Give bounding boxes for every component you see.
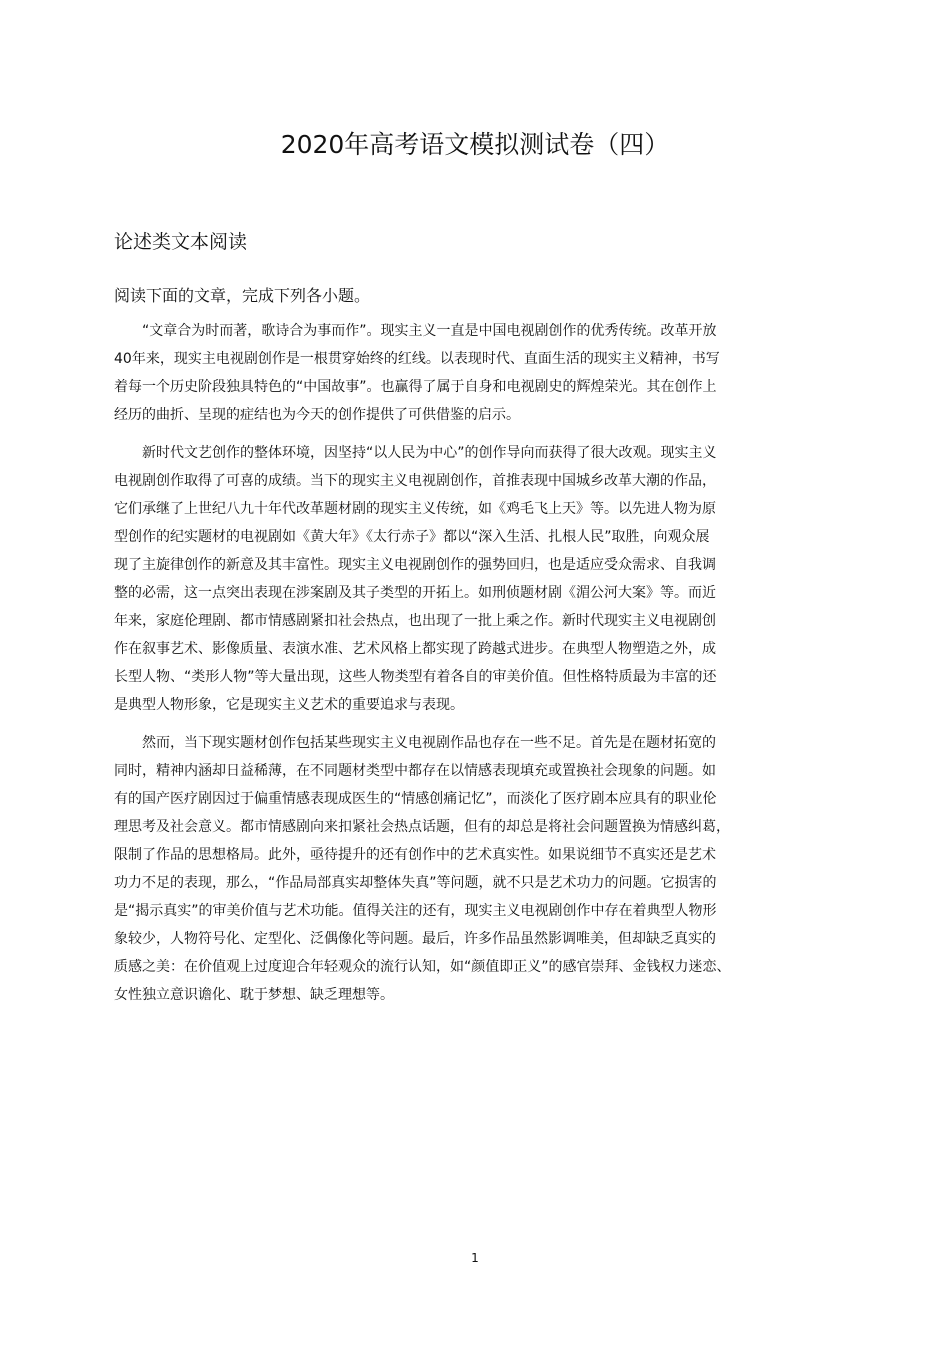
paragraph-line: 质感之美：在价值观上过度迎合年轻观众的流行认知，如“颜值即正义”的感官崇拜、金钱权力迷恋、	[114, 959, 731, 975]
paragraph-line: 同时，精神内涵却日益稀薄，在不同题材类型中都存在以情感表现填充或置换社会现象的问题。如	[114, 763, 716, 779]
paragraph-line: 40年来，现实主电视剧创作是一根贯穿始终的红线。以表现时代、直面生活的现实主义精神，书写	[114, 351, 720, 367]
paragraph-line: 整的必需，这一点突出表现在涉案剧及其子类型的开拓上。如刑侦题材剧《湄公河大案》等。而近	[114, 585, 716, 601]
paragraph-line: 着每一个历史阶段独具特色的“中国故事”。也赢得了属于自身和电视剧史的辉煌荣光。其在创作上	[114, 379, 717, 395]
paragraph-line: 理思考及社会意义。都市情感剧向来扣紧社会热点话题，但有的却总是将社会问题置换为情感纠葛，	[114, 819, 730, 835]
reading-passage	[114, 317, 824, 1009]
paragraph-3	[114, 729, 824, 1009]
page-number: 1	[471, 1251, 479, 1265]
paragraph-spacer	[114, 429, 824, 439]
section-heading: 论述类文本阅读	[114, 231, 248, 253]
paragraph-line: 是典型人物形象，它是现实主义艺术的重要追求与表现。	[114, 697, 464, 713]
paragraph-line: 型创作的纪实题材的电视剧如《黄大年》《太行赤子》都以“深入生活、扎根人民”取胜，向观众展	[114, 529, 710, 545]
paragraph-line: 现了主旋律创作的新意及其丰富性。现实主义电视剧创作的强势回归，也是适应受众需求、自我调	[114, 557, 716, 573]
page-title: 2020年高考语文模拟测试卷（四）	[280, 130, 670, 159]
instruction-text: 阅读下面的文章，完成下列各小题。	[114, 286, 371, 305]
paragraph-line: 然而，当下现实题材创作包括某些现实主义电视剧作品也存在一些不足。首先是在题材拓宽的	[114, 735, 716, 751]
paragraph-line: 电视剧创作取得了可喜的成绩。当下的现实主义电视剧创作，首推表现中国城乡改革大潮的作品，	[114, 473, 716, 489]
paragraph-line: 作在叙事艺术、影像质量、表演水准、艺术风格上都实现了跨越式进步。在典型人物塑造之外，成	[114, 641, 716, 657]
paragraph-line: 女性独立意识谵化、耽于梦想、缺乏理想等。	[114, 987, 394, 1003]
paragraph-1	[114, 317, 824, 429]
paragraph-line: 长型人物、“类形人物”等大量出现，这些人物类型有着各自的审美价值。但性格特质最为丰富的还	[114, 669, 717, 685]
paragraph-2	[114, 439, 824, 719]
paragraph-line: 年来，家庭伦理剧、都市情感剧紧扣社会热点，也出现了一批上乘之作。新时代现实主义电视剧创	[114, 613, 716, 629]
paragraph-line: 功力不足的表现，那么，“作品局部真实却整体失真”等问题，就不只是艺术功力的问题。它损害的	[114, 875, 717, 891]
paragraph-line: 它们承继了上世纪八九十年代改革题材剧的现实主义传统，如《鸡毛飞上天》等。以先进人物为原	[114, 501, 716, 517]
paragraph-line: 新时代文艺创作的整体环境，因坚持“以人民为中心”的创作导向而获得了很大改观。现实主义	[114, 445, 717, 461]
paragraph-line: “文章合为时而著，歌诗合为事而作”。现实主义一直是中国电视剧创作的优秀传统。改革开放	[114, 323, 717, 339]
paragraph-line: 经历的曲折、呈现的症结也为今天的创作提供了可供借鉴的启示。	[114, 407, 520, 423]
paragraph-line: 有的国产医疗剧因过于偏重情感表现成医生的“情感创痛记忆”，而淡化了医疗剧本应具有的职业伦	[114, 791, 717, 807]
paragraph-line: 象较少，人物符号化、定型化、泛偶像化等问题。最后，许多作品虽然影调唯美，但却缺乏真实的	[114, 931, 716, 947]
paragraph-spacer	[114, 719, 824, 729]
paragraph-line: 是“揭示真实”的审美价值与艺术功能。值得关注的还有，现实主义电视剧创作中存在着典型人物形	[114, 903, 717, 919]
paragraph-line: 限制了作品的思想格局。此外，亟待提升的还有创作中的艺术真实性。如果说细节不真实还是艺术	[114, 847, 716, 863]
